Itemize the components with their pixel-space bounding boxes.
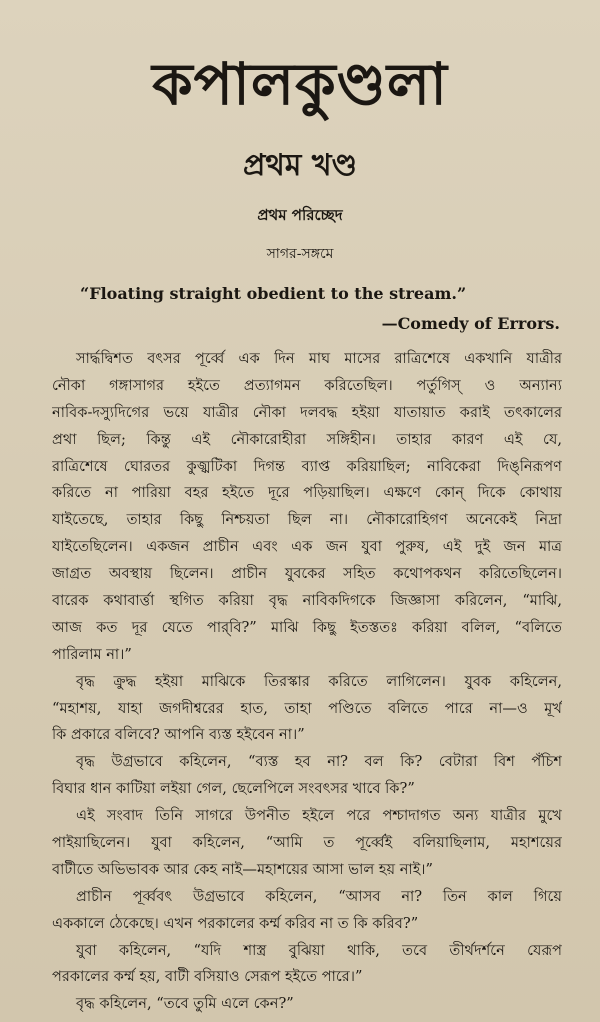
text-line: পরকালের কর্ম্ম হয়, বাটী বসিয়াও সেরূপ হইতে পারে।” bbox=[52, 968, 363, 986]
text-line: যাইতেছিলেন। একজন প্রাচীন এবং এক জন যুবা পুরুষ, এই দুই জন মাত্র bbox=[52, 538, 562, 556]
body-text bbox=[52, 346, 562, 1018]
text-line: প্রাচীন পূর্ব্ববৎ উগ্রভাবে কহিলেন, “আসব না? তিন কাল গিয়ে bbox=[76, 887, 562, 905]
text-line: প্রথা ছিল; কিন্তু এই নৌকারোহীরা সঙ্গিহীন। তাহার কারণ এই যে, bbox=[52, 430, 562, 448]
book-title: কপালকুণ্ডলা bbox=[152, 50, 448, 118]
text-line: এই সংবাদ তিনি সাগরে উপনীত হইলে পরে পশ্চাদাগত অন্য যাত্রীর মুখে bbox=[76, 807, 562, 825]
text-line: বৃদ্ধ কহিলেন, “তবে তুমি এলে কেন?” bbox=[76, 995, 294, 1013]
chapter-subtitle: সাগর-সঙ্গমে bbox=[266, 246, 334, 262]
text-line: নৌকা গঙ্গাসাগর হইতে প্রত্যাগমন করিতেছিল। পর্তুগিস্‌ ও অন্যান্য bbox=[52, 376, 562, 394]
text-line: “মহাশয়, যাহা জগদীশ্বরের হাত, তাহা পণ্ডিতে বলিতে পারে না—ও মূর্খ bbox=[52, 699, 562, 717]
text-line: বাটীতে অভিভাবক আর কেহ নাই—মহাশয়ের আসা ভাল হয় নাই।” bbox=[52, 860, 433, 878]
text-line: জাগ্রত অবস্থায় ছিলেন। প্রাচীন যুবকের সহিত কথোপকথন করিতেছিলেন। bbox=[52, 565, 562, 583]
epigraph-attribution: —Comedy of Errors. bbox=[381, 314, 560, 333]
text-line: এককালে ঠেকেছে। এখন পরকালের কর্ম্ম করিব না ত কি করিব?” bbox=[52, 914, 419, 932]
text-line: বারেক কথাবার্ত্তা স্থগিত করিয়া বৃদ্ধ নাবিকদিগকে জিজ্ঞাসা করিলেন, “মাঝি, bbox=[52, 592, 562, 610]
text-line: কি প্রকারে বলিবে? আপনি ব্যস্ত হইবেন না।” bbox=[52, 726, 305, 744]
text-line: বৃদ্ধ ক্রুদ্ধ হইয়া মাঝিকে তিরস্কার করিতে লাগিলেন। যুবক কহিলেন, bbox=[76, 672, 562, 690]
text-line: পারিলাম না।” bbox=[52, 645, 132, 663]
text-line: যাইতেছে, তাহার কিছু নিশ্চয়তা ছিল না। নৌকারোহিগণ অনেকেই নিদ্রা bbox=[52, 511, 562, 529]
chapter-title: প্রথম পরিচ্ছেদ bbox=[257, 206, 343, 224]
text-line: বিঘার ধান কাটিয়া লইয়া গেল, ছেলেপিলে সংবৎসর খাবে কি?” bbox=[52, 780, 415, 798]
text-line: নাবিক-দস্যুদিগের ভয়ে যাত্রীর নৌকা দলবদ্ধ হইয়া যাতায়াত করাই তৎকালের bbox=[52, 403, 562, 421]
text-line: আজ কত দূর যেতে পার্‌বি?” মাঝি কিছু ইতস্ততঃ করিয়া বলিল, “বলিতে bbox=[52, 618, 562, 636]
text-line: যুবা কহিলেন, “যদি শাস্ত্র বুঝিয়া থাকি, তবে তীর্থদর্শনে যেরূপ bbox=[76, 941, 562, 959]
text-line: রাত্রিশেষে ঘোরতর কুজ্ঝটিকা দিগন্ত ব্যাপ্ত করিয়াছিল; নাবিকেরা দিঙ্‌নিরূপণ bbox=[52, 457, 562, 475]
text-line: করিতে না পারিয়া বহর হইতে দূরে পড়িয়াছিল। এক্ষণে কোন্‌ দিকে কোথায় bbox=[52, 484, 562, 502]
epigraph-quote: “Floating straight obedient to the stream.” bbox=[80, 284, 467, 303]
text-line: পাইয়াছিলেন। যুবা কহিলেন, “আমি ত পূর্ব্বেই বলিয়াছিলাম, মহাশয়ের bbox=[52, 834, 562, 852]
text-line: বৃদ্ধ উগ্রভাবে কহিলেন, “ব্যস্ত হব না? বল কি? বেটারা বিশ পঁচিশ bbox=[76, 753, 562, 771]
text-line: সার্দ্ধদ্বিশত বৎসর পূর্ব্বে এক দিন মাঘ মাসের রাত্রিশেষে একখানি যাত্রীর bbox=[76, 350, 562, 367]
part-title: প্রথম খণ্ড bbox=[242, 148, 358, 183]
